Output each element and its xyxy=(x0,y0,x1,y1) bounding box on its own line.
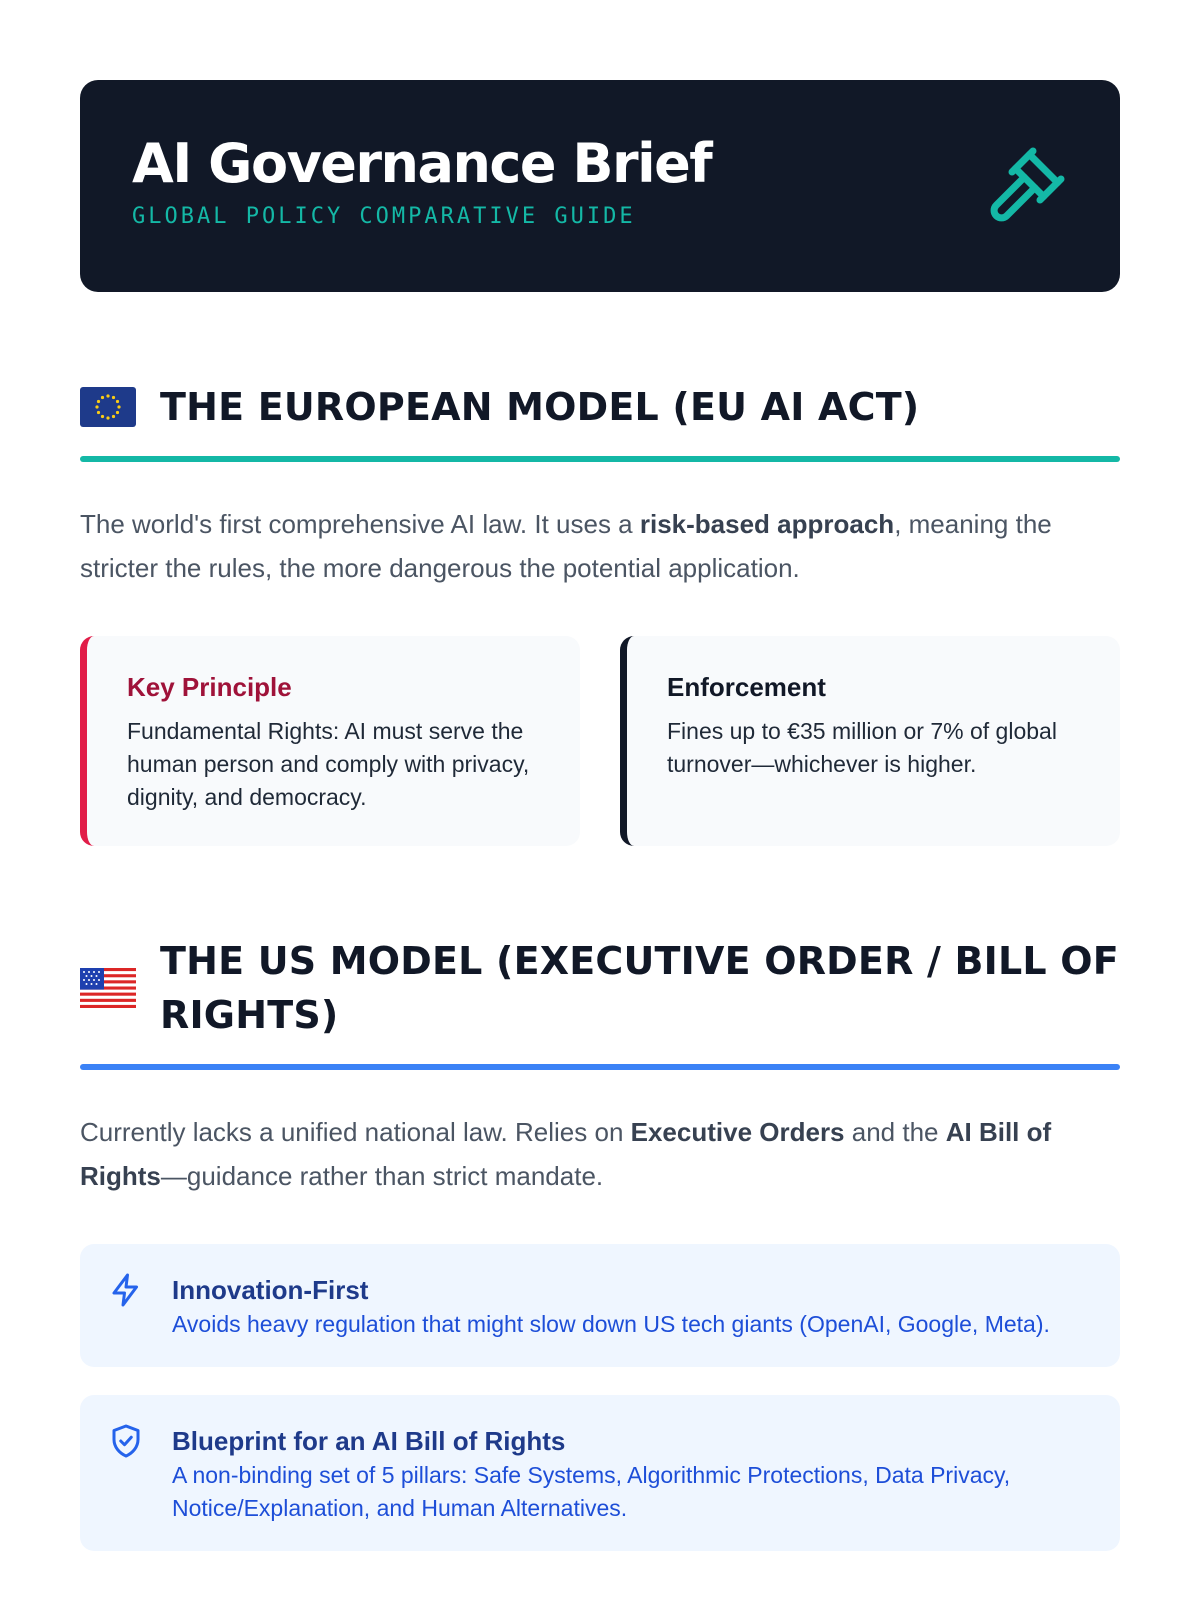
us-flag-icon xyxy=(80,968,136,1008)
eu-flag-icon xyxy=(80,387,136,427)
eu-cards xyxy=(80,636,1120,846)
eu-divider xyxy=(80,456,1120,462)
us-divider xyxy=(80,1064,1120,1070)
us-lead: Currently lacks a unified national law. Relies on Executive Orders and the AI Bill of Rights—guidance rather than strict mandate. xyxy=(80,1117,1052,1191)
hero-banner xyxy=(80,80,1120,292)
key-principle-card xyxy=(80,636,580,846)
shield-check-icon xyxy=(108,1423,144,1459)
page-subtitle: GLOBAL POLICY COMPARATIVE GUIDE xyxy=(132,204,636,229)
card-body: Fines up to €35 million or 7% of global turnover—whichever is higher. xyxy=(667,718,1057,777)
enforcement-card xyxy=(620,636,1120,846)
note-body: Avoids heavy regulation that might slow down US tech giants (OpenAI, Google, Meta). xyxy=(172,1311,1050,1337)
us-heading: THE US MODEL (EXECUTIVE ORDER / BILL OF RIGHTS) xyxy=(160,939,1119,1037)
lightning-icon xyxy=(108,1272,144,1308)
note-title: Innovation-First xyxy=(172,1275,369,1305)
gavel-icon xyxy=(984,144,1068,228)
bill-of-rights-note xyxy=(80,1395,1120,1551)
eu-heading: THE EUROPEAN MODEL (EU AI ACT) xyxy=(160,385,920,429)
card-title: Enforcement xyxy=(667,672,826,702)
eu-section-header xyxy=(80,380,1120,456)
innovation-first-note xyxy=(80,1244,1120,1367)
us-section-header xyxy=(80,934,1120,1064)
card-title: Key Principle xyxy=(127,672,292,702)
page-title: AI Governance Brief xyxy=(132,132,712,195)
eu-section xyxy=(80,380,1120,846)
note-title: Blueprint for an AI Bill of Rights xyxy=(172,1426,566,1456)
eu-lead: The world's first comprehensive AI law. It uses a risk-based approach, meaning the stricter the rules, the more dangerous the potential application. xyxy=(80,509,1052,583)
note-body: A non-binding set of 5 pillars: Safe Systems, Algorithmic Protections, Data Privacy, Notice/Explanation, and Human Alternatives. xyxy=(172,1462,1011,1521)
us-section xyxy=(80,934,1120,1551)
card-body: Fundamental Rights: AI must serve the human person and comply with privacy, dignity, and democracy. xyxy=(127,718,530,810)
